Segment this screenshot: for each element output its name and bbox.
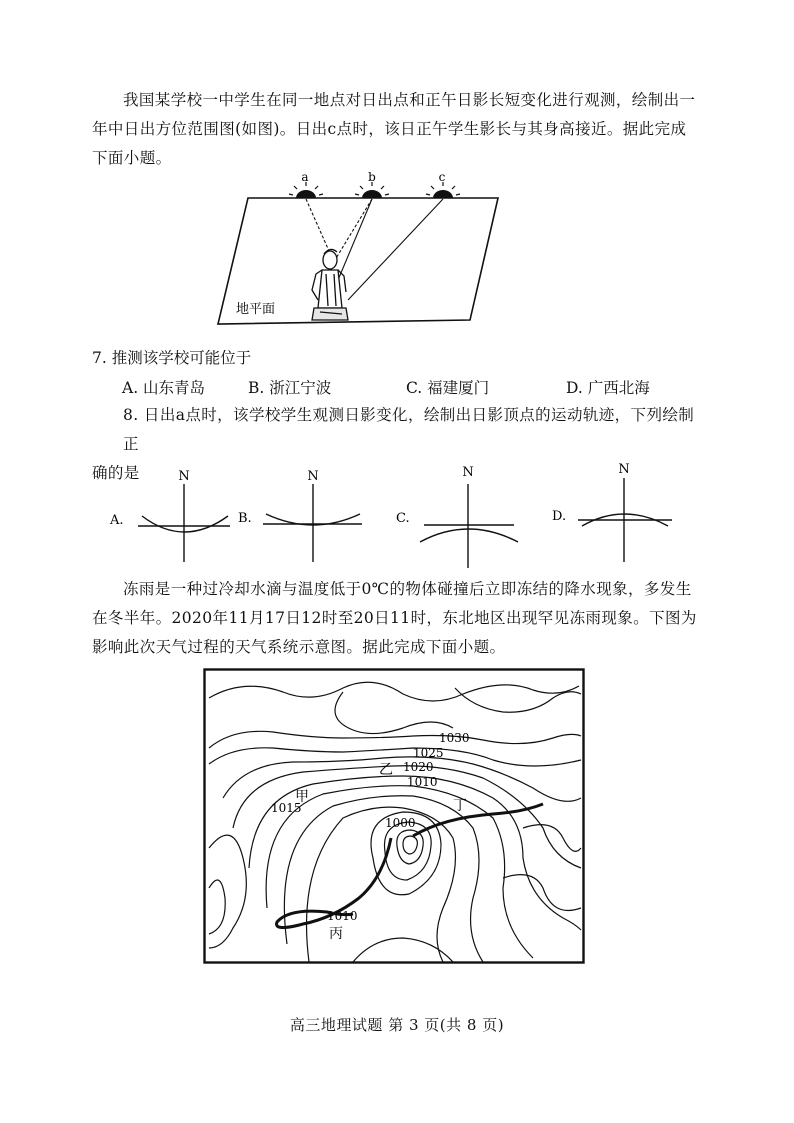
q8-options-figure xyxy=(100,462,690,577)
intro-paragraph-1 xyxy=(92,86,704,173)
student-figure xyxy=(312,249,348,320)
option-letter-b: B. xyxy=(238,511,252,526)
option-letter-c: C. xyxy=(396,511,410,526)
sun-label-c: c xyxy=(438,170,446,184)
isobar-label-1030: 1030 xyxy=(439,731,470,745)
option-letter-d: D. xyxy=(552,509,567,524)
north-label-d: N xyxy=(618,462,630,477)
intro1-line-2: 年中日出方位范围图(如图)。日出c点时，该日正午学生影长与其身高接近。据此完成 xyxy=(92,120,687,138)
intro-paragraph-2 xyxy=(92,575,704,662)
q8-line-1: 8. 日出a点时，该学校学生观测日影变化，绘制出日影顶点的运动轨迹，下列绘制正 xyxy=(123,406,695,453)
q8-diagram-b[interactable] xyxy=(263,484,362,562)
intro2-line-2: 在冬半年。2020年11月17日12时至20日11时，东北地区出现罕见冻雨现象。下图为 xyxy=(92,609,697,627)
isobar-label-1025: 1025 xyxy=(413,746,444,760)
sun-b-icon xyxy=(355,182,389,198)
sun-a-icon xyxy=(289,182,323,198)
option-letter-a: A. xyxy=(110,513,124,528)
ground-plane-label: 地平面 xyxy=(236,302,276,317)
sun-label-b: b xyxy=(368,170,376,184)
north-label-a: N xyxy=(178,469,190,484)
sunrise-figure xyxy=(208,168,503,328)
sun-c-icon xyxy=(426,182,460,198)
page-footer: 高三地理试题 第 3 页(共 8 页) xyxy=(289,1016,505,1034)
q8-diagram-d[interactable] xyxy=(578,478,672,562)
isobar-label-1020: 1020 xyxy=(403,760,434,774)
place-label-jia: 甲 xyxy=(295,789,309,805)
q8-diagram-c[interactable] xyxy=(420,484,518,568)
q7-option-b[interactable]: B. 浙江宁波 xyxy=(248,379,332,397)
isobar-label-1000: 1000 xyxy=(385,816,416,830)
q7-option-a[interactable]: A. 山东青岛 xyxy=(122,379,206,397)
place-label-yi: 乙 xyxy=(379,762,393,778)
q7-option-c[interactable]: C. 福建厦门 xyxy=(406,379,490,397)
place-label-ding: 丁 xyxy=(453,798,467,814)
q7-option-d[interactable]: D. 广西北海 xyxy=(566,379,650,397)
intro2-line-1: 冻雨是一种过冷却水滴与温度低于0℃的物体碰撞后立即冻结的降水现象，多发生 xyxy=(123,580,692,598)
isobar-label-1010-top: 1010 xyxy=(407,775,438,789)
sun-label-a: a xyxy=(301,170,309,184)
north-label-b: N xyxy=(307,469,319,484)
north-label-c: N xyxy=(462,465,474,480)
intro1-line-3: 下面小题。 xyxy=(92,149,172,167)
intro1-line-1: 我国某学校一中学生在同一地点对日出点和正午日影长短变化进行观测，绘制出一 xyxy=(123,91,696,109)
q8-diagram-a[interactable] xyxy=(138,484,230,562)
isobar-label-1010-bottom: 1010 xyxy=(327,909,358,923)
intro2-line-3: 影响此次天气过程的天气系统示意图。据此完成下面小题。 xyxy=(92,638,506,656)
isobar-map xyxy=(203,668,585,964)
isobar-label-1015: 1015 xyxy=(271,801,302,815)
question-7-stem: 7. 推测该学校可能位于 xyxy=(92,349,252,367)
q8-line-2: 确的是 xyxy=(92,464,140,482)
place-label-bing: 丙 xyxy=(329,926,343,942)
